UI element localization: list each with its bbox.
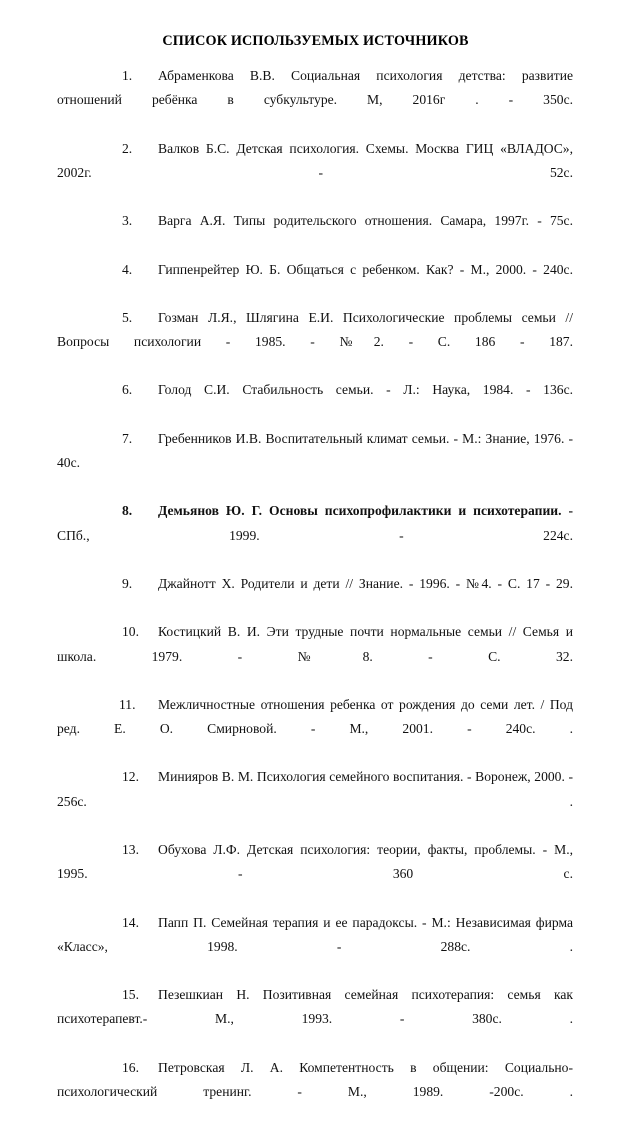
reference-text: Минияров В. М. Психология семейного воспитания. - Воронеж, 2000. - 256с. . — [57, 769, 573, 809]
reference-text: Абраменкова В.В. Социальная психология детства: развитие отношений ребёнка в субкультуре. М, 2016г . - 350с. — [57, 68, 573, 108]
reference-entry — [57, 620, 573, 693]
reference-text: Голод С.И. Стабильность семьи. - Л.: Наука, 1984. - 136с. — [158, 382, 573, 398]
reference-number: 10. — [122, 624, 139, 640]
reference-text: Костицкий В. И. Эти трудные почти нормальные семьи // Семья и школа. 1979. - №8. - С. 32. — [57, 624, 573, 664]
reference-text: Демьянов Ю. Г. Основы психопрофилактики и психотерапии. - — [158, 503, 573, 519]
reference-number: 9. — [122, 575, 133, 591]
reference-entry — [57, 911, 573, 984]
reference-number: 3. — [122, 213, 133, 229]
reference-number: 12. — [122, 769, 139, 785]
reference-text: Гребенников И.В. Воспитательный климат семьи. - М.: Знание, 1976. - 40с. — [57, 430, 573, 471]
reference-entry — [57, 306, 573, 379]
reference-text: Обухова Л.Ф. Детская психология: теории, факты, проблемы. - М., 1995. - 360 с. — [57, 842, 573, 882]
reference-number: 6. — [122, 382, 133, 398]
reference-entry — [57, 209, 573, 257]
reference-number: 13. — [122, 842, 139, 858]
reference-number: 11. — [119, 696, 136, 712]
reference-text: Гозман Л.Я., Шлягина Е.И. Психологические проблемы семьи // Вопросы психологии - 1985. - №2. - С. 186 - 187. — [57, 309, 573, 350]
reference-number: 15. — [122, 987, 139, 1003]
page-title: СПИСОК ИСПОЛЬЗУЕМЫХ ИСТОЧНИКОВ — [162, 33, 469, 49]
reference-text: Межличностные отношения ребенка от рождения до семи лет. / Под ред. Е. О. Смирновой. - М., 2001. - 240с. . — [57, 696, 573, 737]
reference-number: 14. — [122, 914, 139, 930]
references-list — [0, 50, 631, 1128]
reference-number: 8. — [122, 503, 133, 519]
reference-entry — [57, 765, 573, 838]
reference-entry — [57, 983, 573, 1056]
reference-text: Валков Б.С. Детская психология. Схемы. Москва ГИЦ «ВЛАДОС», 2002г. - 52с. — [57, 140, 573, 180]
reference-text: Петровская Л. А. Компетентность в общении: Социально-психологический тренинг. - М., 1989. -200с. . — [57, 1059, 573, 1099]
reference-number: 5. — [122, 309, 133, 325]
reference-entry — [57, 572, 573, 620]
reference-entry — [57, 378, 573, 426]
reference-entry — [57, 499, 573, 572]
reference-text-continuation: СПб., 1999. - 224с. — [57, 527, 573, 543]
reference-text: Джайнотт Х. Родители и дети // Знание. - 1996. - №4. - С. 17 - 29. — [158, 575, 573, 591]
reference-number: 7. — [122, 430, 133, 446]
reference-text: Варга А.Я. Типы родительского отношения. Самара, 1997г. - 75с. — [158, 213, 573, 229]
reference-entry — [57, 137, 573, 210]
reference-number: 2. — [122, 140, 133, 156]
reference-entry — [57, 693, 573, 766]
reference-entry — [57, 258, 573, 306]
reference-entry — [57, 838, 573, 911]
reference-text: Папп П. Семейная терапия и ее парадоксы. - М.: Независимая фирма «Класс», 1998. - 288с. . — [57, 914, 573, 954]
reference-entry — [57, 427, 573, 500]
reference-number: 4. — [122, 261, 133, 277]
reference-text: Гиппенрейтер Ю. Б. Общаться с ребенком. Как? - М., 2000. - 240с. — [158, 261, 573, 277]
reference-entry — [57, 64, 573, 137]
reference-entry — [57, 1056, 573, 1128]
reference-text: Пезешкиан Н. Позитивная семейная психотерапия: семья как психотерапевт.- М., 1993. - 380с. . — [57, 987, 573, 1027]
reference-number: 16. — [122, 1059, 139, 1075]
reference-number: 1. — [122, 68, 133, 84]
